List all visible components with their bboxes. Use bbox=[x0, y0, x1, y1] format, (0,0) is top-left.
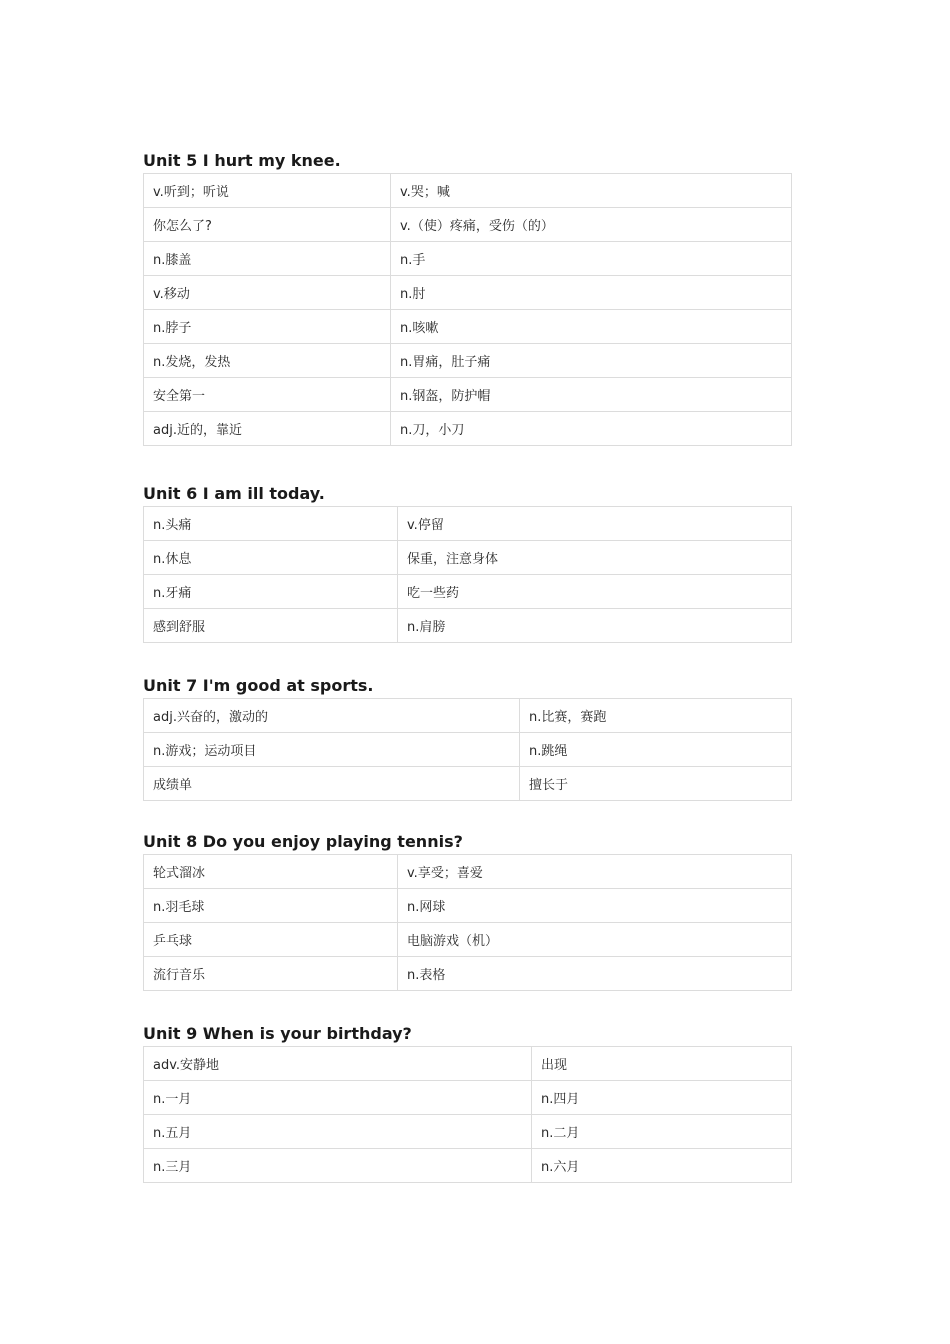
table-row bbox=[144, 699, 792, 733]
table-cell: 流行音乐 bbox=[144, 957, 398, 991]
table-row bbox=[144, 208, 792, 242]
table-cell: adj.近的，靠近 bbox=[144, 412, 391, 446]
table-cell: n.表格 bbox=[398, 957, 792, 991]
table-row bbox=[144, 378, 792, 412]
table-cell: 乒乓球 bbox=[144, 923, 398, 957]
table-cell: v.享受；喜爱 bbox=[398, 855, 792, 889]
table-cell: n.肩膀 bbox=[398, 609, 792, 643]
table-cell: 感到舒服 bbox=[144, 609, 398, 643]
table-row bbox=[144, 855, 792, 889]
table-cell: 你怎么了? bbox=[144, 208, 391, 242]
table-row bbox=[144, 733, 792, 767]
vocab-table bbox=[143, 1046, 792, 1183]
table-cell: 成绩单 bbox=[144, 767, 520, 801]
table-cell: adv.安静地 bbox=[144, 1047, 532, 1081]
unit-8-section bbox=[143, 830, 792, 991]
unit-5-section bbox=[143, 149, 792, 446]
table-cell: v.停留 bbox=[398, 507, 792, 541]
table-cell: n.三月 bbox=[144, 1149, 532, 1183]
table-cell: n.肘 bbox=[391, 276, 792, 310]
table-cell: 擅长于 bbox=[520, 767, 792, 801]
table-cell: v.移动 bbox=[144, 276, 391, 310]
unit-title: Unit 5 I hurt my knee. bbox=[143, 151, 341, 170]
table-cell: n.羽毛球 bbox=[144, 889, 398, 923]
table-cell: n.跳绳 bbox=[520, 733, 792, 767]
table-row bbox=[144, 174, 792, 208]
unit-7-section bbox=[143, 674, 792, 801]
table-cell: n.发烧，发热 bbox=[144, 344, 391, 378]
table-row bbox=[144, 767, 792, 801]
unit-6-section bbox=[143, 482, 792, 643]
table-cell: adj.兴奋的，激动的 bbox=[144, 699, 520, 733]
table-cell: 吃一些药 bbox=[398, 575, 792, 609]
unit-title: Unit 7 I'm good at sports. bbox=[143, 676, 374, 695]
table-row bbox=[144, 242, 792, 276]
unit-title: Unit 8 Do you enjoy playing tennis? bbox=[143, 832, 463, 851]
table-row bbox=[144, 889, 792, 923]
table-cell: v.哭；喊 bbox=[391, 174, 792, 208]
table-cell: 安全第一 bbox=[144, 378, 391, 412]
table-cell: 轮式溜冰 bbox=[144, 855, 398, 889]
table-row bbox=[144, 609, 792, 643]
table-cell: n.休息 bbox=[144, 541, 398, 575]
table-row bbox=[144, 575, 792, 609]
table-cell: n.游戏；运动项目 bbox=[144, 733, 520, 767]
table-row bbox=[144, 1149, 792, 1183]
table-cell: n.膝盖 bbox=[144, 242, 391, 276]
unit-title: Unit 9 When is your birthday? bbox=[143, 1024, 412, 1043]
table-cell: n.手 bbox=[391, 242, 792, 276]
table-row bbox=[144, 276, 792, 310]
table-cell: n.头痛 bbox=[144, 507, 398, 541]
vocab-table bbox=[143, 173, 792, 446]
table-cell: v.（使）疼痛，受伤（的） bbox=[391, 208, 792, 242]
table-cell: n.胃痛，肚子痛 bbox=[391, 344, 792, 378]
table-row bbox=[144, 344, 792, 378]
table-cell: n.六月 bbox=[532, 1149, 792, 1183]
table-cell: n.咳嗽 bbox=[391, 310, 792, 344]
table-cell: n.牙痛 bbox=[144, 575, 398, 609]
table-cell: 电脑游戏（机） bbox=[398, 923, 792, 957]
table-cell: 保重，注意身体 bbox=[398, 541, 792, 575]
table-cell: v.听到；听说 bbox=[144, 174, 391, 208]
table-cell: 出现 bbox=[532, 1047, 792, 1081]
vocab-table bbox=[143, 506, 792, 643]
table-cell: n.网球 bbox=[398, 889, 792, 923]
table-row bbox=[144, 507, 792, 541]
table-cell: n.脖子 bbox=[144, 310, 391, 344]
table-cell: n.一月 bbox=[144, 1081, 532, 1115]
table-row bbox=[144, 310, 792, 344]
table-row bbox=[144, 957, 792, 991]
table-row bbox=[144, 412, 792, 446]
table-cell: n.刀，小刀 bbox=[391, 412, 792, 446]
table-row bbox=[144, 923, 792, 957]
table-cell: n.钢盔，防护帽 bbox=[391, 378, 792, 412]
unit-title: Unit 6 I am ill today. bbox=[143, 484, 325, 503]
unit-9-section bbox=[143, 1022, 792, 1183]
table-cell: n.比赛，赛跑 bbox=[520, 699, 792, 733]
table-row bbox=[144, 1081, 792, 1115]
table-row bbox=[144, 1115, 792, 1149]
table-cell: n.二月 bbox=[532, 1115, 792, 1149]
table-row bbox=[144, 541, 792, 575]
table-row bbox=[144, 1047, 792, 1081]
vocab-table bbox=[143, 698, 792, 801]
vocab-table bbox=[143, 854, 792, 991]
table-cell: n.四月 bbox=[532, 1081, 792, 1115]
table-cell: n.五月 bbox=[144, 1115, 532, 1149]
